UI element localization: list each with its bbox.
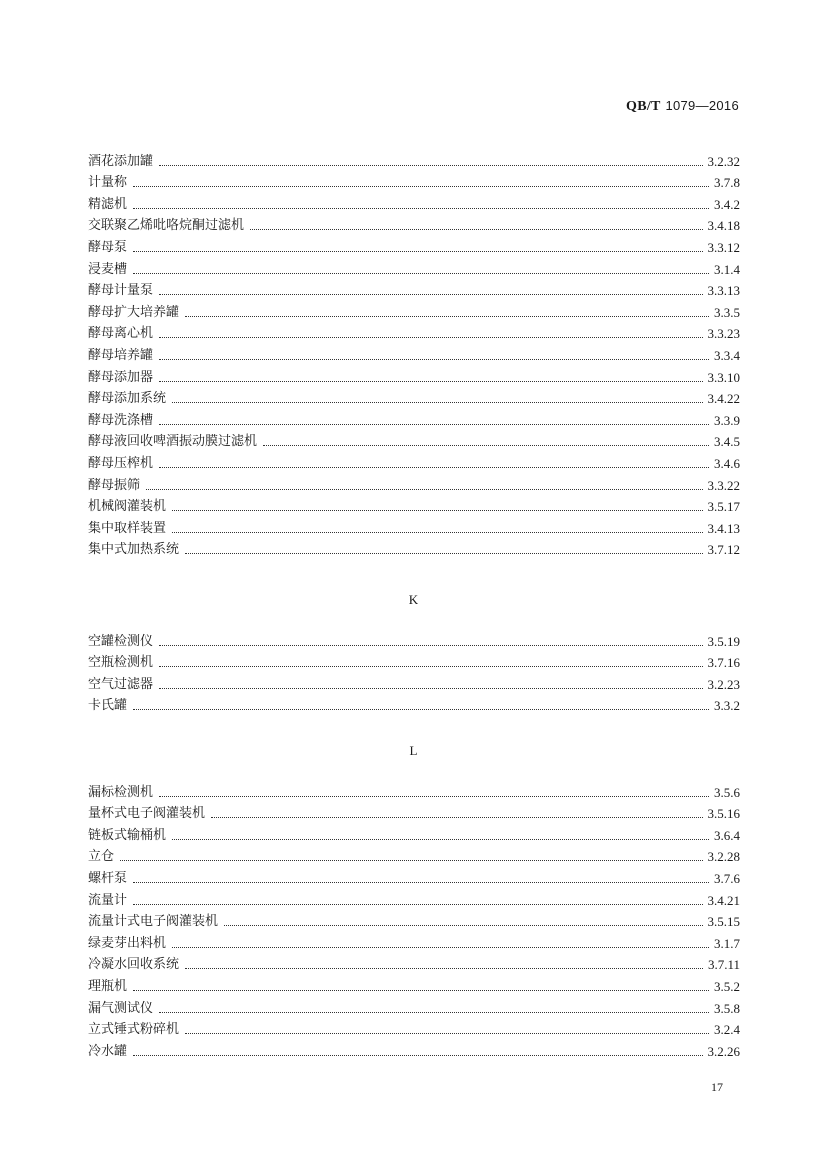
entry-reference: 3.7.8: [714, 175, 740, 191]
index-entry: [88, 1038, 740, 1060]
dot-leader: [133, 882, 709, 883]
index-entry: [88, 887, 740, 909]
dot-leader: [159, 381, 702, 382]
section-letter-k: K: [408, 592, 419, 607]
entry-term: 冷凝水回收系统: [88, 957, 180, 973]
entry-reference: 3.5.2: [714, 978, 740, 994]
index-entry: [88, 844, 740, 866]
dot-leader: [133, 990, 709, 991]
dot-leader: [159, 467, 709, 468]
dot-leader: [185, 1033, 709, 1034]
entry-reference: 3.3.23: [707, 326, 740, 342]
entry-term: 立仓: [88, 849, 115, 865]
index-entry: [88, 494, 740, 516]
entry-term: 机械阀灌装机: [88, 499, 167, 515]
entry-reference: 3.5.17: [707, 499, 740, 515]
entry-term: 流量计: [88, 892, 128, 908]
entry-reference: 3.4.21: [707, 892, 740, 908]
entry-term: 空罐检测仪: [88, 633, 154, 649]
index-entry: [88, 909, 740, 931]
entry-term: 集中取样装置: [88, 520, 167, 536]
dot-leader: [159, 359, 709, 360]
dot-leader: [159, 666, 702, 667]
entry-reference: 3.3.13: [707, 283, 740, 299]
entry-term: 酵母添加系统: [88, 391, 167, 407]
dot-leader: [172, 947, 709, 948]
index-group-k: [88, 628, 740, 714]
dot-leader: [133, 251, 702, 252]
dot-leader: [185, 553, 702, 554]
entry-term: 酒花添加罐: [88, 153, 154, 169]
index-entry: [88, 1017, 740, 1039]
entry-term: 酵母添加器: [88, 369, 154, 385]
index-entry: [88, 364, 740, 386]
dot-leader: [159, 1012, 709, 1013]
entry-reference: 3.4.22: [707, 391, 740, 407]
index-entry: [88, 407, 740, 429]
dot-leader: [159, 688, 702, 689]
entry-reference: 3.5.6: [714, 784, 740, 800]
index-entry: [88, 515, 740, 537]
entry-term: 集中式加热系统: [88, 542, 180, 558]
entry-reference: 3.7.6: [714, 870, 740, 886]
entry-reference: 3.7.16: [707, 655, 740, 671]
index-entry: [88, 537, 740, 559]
index-entry: [88, 148, 740, 170]
dot-leader: [211, 817, 702, 818]
entry-term: 立式锤式粉碎机: [88, 1022, 180, 1038]
entry-term: 计量称: [88, 175, 128, 191]
page-number: 17: [711, 1080, 723, 1094]
standard-code: QB/T: [626, 99, 661, 114]
entry-term: 流量计式电子阀灌装机: [88, 914, 219, 930]
entry-reference: 3.2.26: [707, 1043, 740, 1059]
dot-leader: [133, 904, 702, 905]
index-group-j: [88, 148, 740, 558]
entry-reference: 3.3.22: [707, 477, 740, 493]
index-entry: [88, 191, 740, 213]
index-entry: [88, 995, 740, 1017]
dot-leader: [185, 316, 709, 317]
dot-leader: [120, 860, 702, 861]
dot-leader: [172, 839, 709, 840]
index-entry: [88, 472, 740, 494]
index-entry: [88, 952, 740, 974]
entry-term: 卡氏罐: [88, 698, 128, 714]
entry-reference: 3.5.19: [707, 633, 740, 649]
index-entry: [88, 213, 740, 235]
entry-reference: 3.3.12: [707, 239, 740, 255]
entry-term: 酵母计量泵: [88, 283, 154, 299]
entry-reference: 3.5.8: [714, 1000, 740, 1016]
entry-term: 理瓶机: [88, 978, 128, 994]
index-entry: [88, 930, 740, 952]
entry-reference: 3.5.16: [707, 806, 740, 822]
entry-term: 酵母培养罐: [88, 347, 154, 363]
entry-term: 酵母洗涤槽: [88, 412, 154, 428]
entry-reference: 3.4.2: [714, 196, 740, 212]
entry-reference: 3.3.2: [714, 698, 740, 714]
index-entry: [88, 299, 740, 321]
dot-leader: [224, 925, 702, 926]
entry-reference: 3.1.4: [714, 261, 740, 277]
entry-reference: 3.5.15: [707, 914, 740, 930]
index-entry: [88, 973, 740, 995]
index-entry: [88, 650, 740, 672]
dot-leader: [159, 337, 702, 338]
dot-leader: [133, 208, 709, 209]
entry-reference: 3.4.6: [714, 455, 740, 471]
dot-leader: [185, 968, 703, 969]
dot-leader: [159, 165, 702, 166]
index-entry: [88, 779, 740, 801]
entry-term: 漏气测试仪: [88, 1000, 154, 1016]
index-entry: [88, 170, 740, 192]
dot-leader: [172, 510, 702, 511]
index-entry: [88, 865, 740, 887]
entry-reference: 3.7.11: [707, 957, 740, 973]
dot-leader: [159, 796, 709, 797]
dot-leader: [159, 645, 702, 646]
entry-reference: 3.2.4: [714, 1022, 740, 1038]
entry-term: 绿麦芽出料机: [88, 935, 167, 951]
entry-term: 酵母扩大培养罐: [88, 304, 180, 320]
section-letter-l: L: [409, 743, 418, 758]
dot-leader: [133, 1055, 702, 1056]
entry-term: 空瓶检测机: [88, 655, 154, 671]
dot-leader: [133, 186, 709, 187]
index-entry: [88, 234, 740, 256]
entry-reference: 3.2.23: [707, 676, 740, 692]
index-entry: [88, 278, 740, 300]
entry-term: 漏标检测机: [88, 784, 154, 800]
entry-term: 量杯式电子阀灌装机: [88, 806, 206, 822]
index-entry: [88, 450, 740, 472]
entry-term: 酵母液回收啤酒振动膜过滤机: [88, 434, 258, 450]
entry-reference: 3.3.5: [714, 304, 740, 320]
entry-reference: 3.2.28: [707, 849, 740, 865]
entry-term: 空气过滤器: [88, 676, 154, 692]
dot-leader: [159, 294, 702, 295]
entry-term: 螺杆泵: [88, 870, 128, 886]
dot-leader: [133, 273, 709, 274]
entry-reference: 3.4.5: [714, 434, 740, 450]
entry-reference: 3.1.7: [714, 935, 740, 951]
index-entry: [88, 671, 740, 693]
dot-leader: [133, 709, 709, 710]
entry-reference: 3.7.12: [707, 542, 740, 558]
entry-term: 链板式输桶机: [88, 827, 167, 843]
dot-leader: [159, 424, 709, 425]
index-entry: [88, 822, 740, 844]
dot-leader: [172, 532, 702, 533]
entry-term: 酵母离心机: [88, 326, 154, 342]
index-group-l: [88, 779, 740, 1060]
standard-number: 1079—2016: [665, 98, 739, 113]
index-entry: [88, 801, 740, 823]
entry-term: 冷水罐: [88, 1043, 128, 1059]
entry-term: 酵母泵: [88, 239, 128, 255]
dot-leader: [146, 489, 702, 490]
entry-reference: 3.3.10: [707, 369, 740, 385]
entry-term: 浸麦槽: [88, 261, 128, 277]
entry-reference: 3.3.9: [714, 412, 740, 428]
index-entry: [88, 256, 740, 278]
dot-leader: [172, 402, 702, 403]
index-entry: [88, 342, 740, 364]
entry-term: 酵母振筛: [88, 477, 141, 493]
index-entry: [88, 628, 740, 650]
index-entry: [88, 386, 740, 408]
entry-reference: 3.4.13: [707, 520, 740, 536]
index-entry: [88, 693, 740, 715]
index-entry: [88, 429, 740, 451]
document-header: [626, 98, 739, 115]
entry-term: 酵母压榨机: [88, 455, 154, 471]
dot-leader: [263, 445, 709, 446]
entry-reference: 3.3.4: [714, 347, 740, 363]
index-entry: [88, 321, 740, 343]
dot-leader: [250, 229, 702, 230]
entry-term: 精滤机: [88, 196, 128, 212]
entry-term: 交联聚乙烯吡咯烷酮过滤机: [88, 218, 245, 234]
entry-reference: 3.2.32: [707, 153, 740, 169]
entry-reference: 3.6.4: [714, 827, 740, 843]
entry-reference: 3.4.18: [707, 218, 740, 234]
